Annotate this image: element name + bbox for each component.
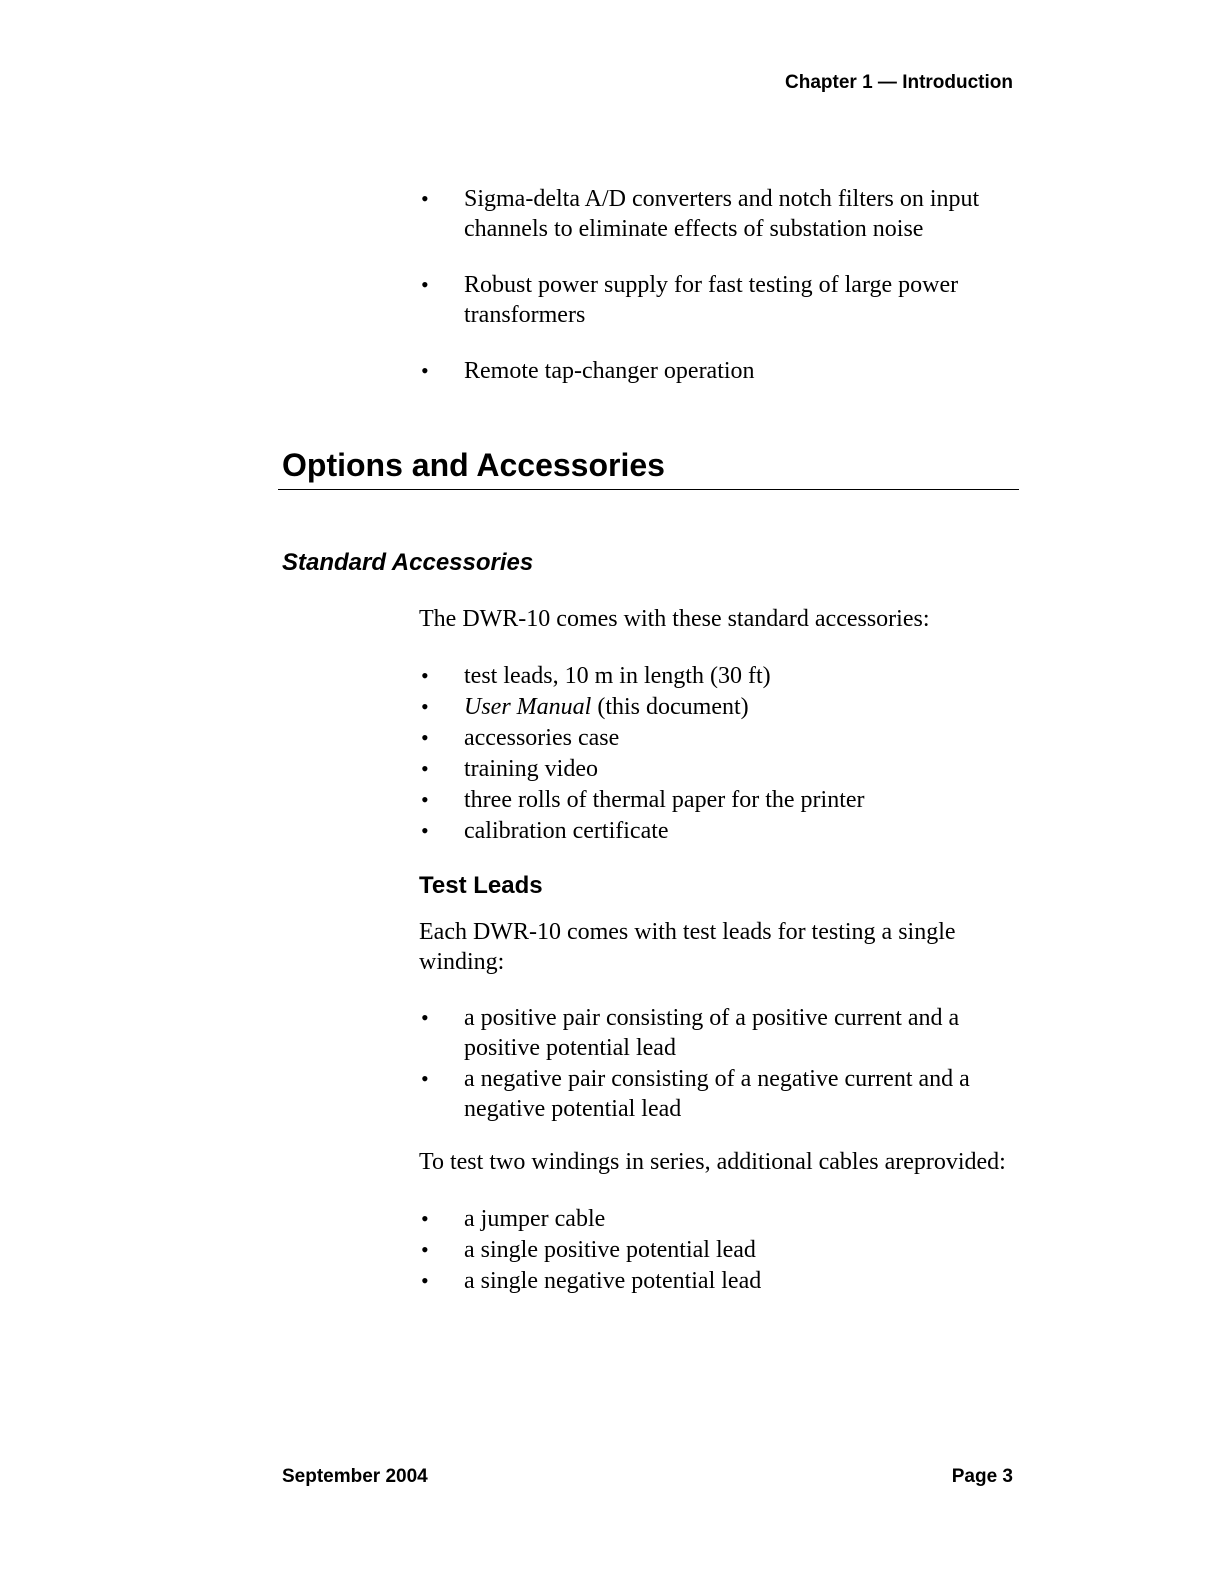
accessories-list — [419, 661, 1019, 846]
bullet-icon: • — [421, 694, 429, 719]
list-item — [419, 1235, 1019, 1265]
list-item — [419, 1266, 1019, 1296]
list-item-text: Sigma-delta A/D converters and notch filters on input channels to eliminate effects of substation noise — [464, 186, 980, 242]
subsection-heading: Standard Accessories — [282, 549, 534, 576]
list-item-text: a jumper cable — [464, 1206, 606, 1232]
list-item — [419, 184, 1019, 244]
bullet-icon: • — [421, 186, 429, 211]
bullet-icon: • — [421, 725, 429, 750]
list-item-text: training video — [464, 756, 598, 782]
section-heading: Options and Accessories — [282, 447, 665, 483]
list-item — [419, 1064, 1019, 1124]
list-item-text: Robust power supply for fast testing of large power transformers — [464, 272, 959, 328]
list-item — [419, 270, 1019, 330]
list-item — [419, 754, 1019, 784]
bullet-icon: • — [421, 818, 429, 843]
bullet-icon: • — [421, 787, 429, 812]
section-rule — [278, 489, 1019, 490]
test-leads-heading: Test Leads — [419, 872, 543, 899]
footer-page-number: Page 3 — [951, 1466, 1013, 1487]
footer-date: September 2004 — [282, 1466, 428, 1487]
list-item — [419, 692, 1019, 722]
bullet-icon: • — [421, 1237, 429, 1262]
list-item-text: Remote tap-changer operation — [464, 358, 755, 384]
list-item-text: test leads, 10 m in length (30 ft) — [464, 663, 771, 689]
bullet-icon: • — [421, 358, 429, 383]
list-item-text: three rolls of thermal paper for the printer — [464, 787, 865, 813]
list-item — [419, 1204, 1019, 1234]
standard-accessories-body — [419, 604, 1019, 846]
bullet-icon: • — [421, 663, 429, 688]
list-item — [419, 1003, 1019, 1063]
list-item-text: (this document) — [591, 694, 749, 720]
series-cables-list — [419, 1204, 1019, 1296]
list-item — [419, 661, 1019, 691]
accessories-intro: The DWR-10 comes with these standard accessories: — [419, 606, 930, 632]
list-item-text: calibration certificate — [464, 818, 669, 844]
test-leads-intro: Each DWR-10 comes with test leads for testing a single winding: — [419, 919, 956, 975]
bullet-icon: • — [421, 756, 429, 781]
list-item — [419, 723, 1019, 753]
series-intro: To test two windings in series, additional cables areprovided: — [419, 1149, 1006, 1175]
bullet-icon: • — [421, 1206, 429, 1231]
list-item-text: accessories case — [464, 725, 620, 751]
running-header: Chapter 1 — Introduction — [785, 72, 1013, 93]
list-item — [419, 816, 1019, 846]
bullet-icon: • — [421, 1066, 429, 1091]
features-list-container — [419, 184, 1019, 386]
manual-title: User Manual — [464, 694, 592, 720]
test-leads-section — [419, 872, 1019, 900]
list-item-text: a negative pair consisting of a negative current and a negative potential lead — [464, 1066, 970, 1122]
bullet-icon: • — [421, 272, 429, 297]
list-item-text: a single positive potential lead — [464, 1237, 756, 1263]
bullet-icon: • — [421, 1268, 429, 1293]
list-item-text: a positive pair consisting of a positive current and a positive potential lead — [464, 1005, 960, 1061]
test-leads-list — [419, 1003, 1019, 1124]
list-item — [419, 356, 1019, 386]
list-item-text: a single negative potential lead — [464, 1268, 762, 1294]
bullet-icon: • — [421, 1005, 429, 1030]
test-leads-body — [419, 917, 1019, 1296]
list-item — [419, 785, 1019, 815]
features-list — [419, 184, 1019, 386]
